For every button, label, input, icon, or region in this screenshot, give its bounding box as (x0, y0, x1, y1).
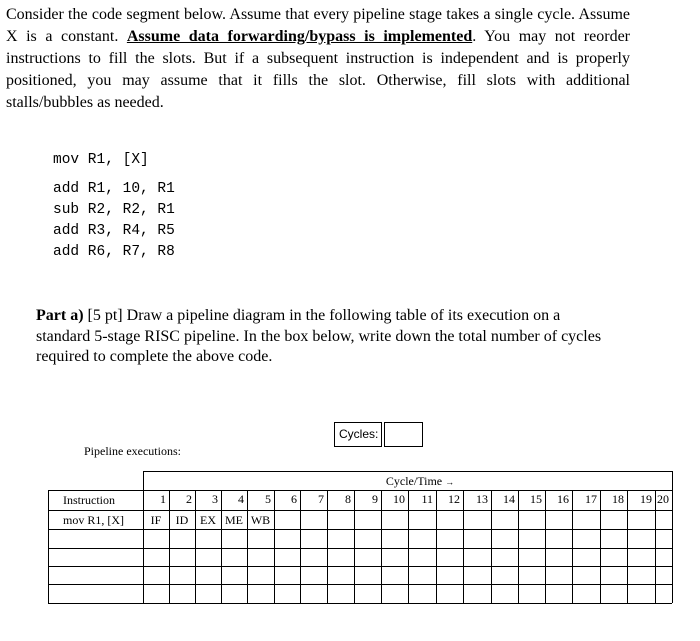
code-line: sub R2, R2, R1 (53, 202, 175, 218)
stage-cell: EX (200, 513, 216, 527)
forwarding-emphasis: Assume data forwarding/bypass is implemented (126, 28, 473, 45)
cycle-number: 6 (291, 492, 297, 506)
cycle-number: 9 (372, 492, 378, 506)
cycle-number: 5 (265, 492, 271, 506)
code-line: add R6, R7, R8 (53, 244, 175, 260)
stage-cell: IF (150, 513, 162, 527)
cycle-number: 4 (238, 492, 244, 506)
cycle-number: 8 (345, 492, 351, 506)
cycle-number: 19 (640, 492, 652, 506)
cycle-time-header (370, 474, 470, 489)
stage-cell: ID (175, 513, 189, 527)
arrow-right-icon: → (445, 477, 455, 487)
cycle-number: 7 (318, 492, 324, 506)
part-a-label: Part a) (36, 307, 84, 324)
cycle-time-label: Cycle/Time (385, 474, 443, 488)
stage-cell: WB (250, 513, 271, 527)
cycle-number: 18 (612, 492, 624, 506)
code-line: add R3, R4, R5 (53, 223, 175, 239)
cycle-number: 20 (657, 492, 669, 506)
cycle-number: 16 (557, 492, 569, 506)
cycle-number: 11 (421, 492, 433, 506)
cycle-number: 13 (476, 492, 488, 506)
stage-cell: ME (225, 513, 243, 527)
instruction-cell: mov R1, [X] (63, 513, 124, 527)
cycle-number: 12 (448, 492, 460, 506)
cycle-number: 17 (585, 492, 597, 506)
cycle-number: 1 (160, 492, 166, 506)
cycle-number: 15 (530, 492, 542, 506)
instruction-header: Instruction (63, 493, 115, 507)
cycle-number: 3 (212, 492, 218, 506)
cycle-number: 10 (393, 492, 405, 506)
intro-text-1: Consider the code segment below. Assume that every pipeline stage takes a single cycle. Assume X is a constant. (6, 6, 630, 45)
code-line: add R1, 10, R1 (53, 181, 175, 197)
code-line: mov R1, [X] (53, 152, 149, 168)
part-a-text: [5 pt] Draw a pipeline diagram in the following table of its execution on a standard 5-stage RISC pipeline. In the box below, write down the total number of cycles required to complete the above code. (36, 307, 602, 365)
cycles-label: Cycles: (334, 422, 382, 447)
cycle-number: 2 (186, 492, 192, 506)
pipeline-executions-label: Pipeline executions: (84, 444, 181, 458)
intro-text-2: . You may not reorder instructions to fill the slots. But if a subsequent instruction is independent and is properly positioned, you may assume that it fills the slot. Otherwise, fill slots with additional stalls/bubbles as needed. (6, 28, 630, 111)
cycle-number: 14 (503, 492, 515, 506)
